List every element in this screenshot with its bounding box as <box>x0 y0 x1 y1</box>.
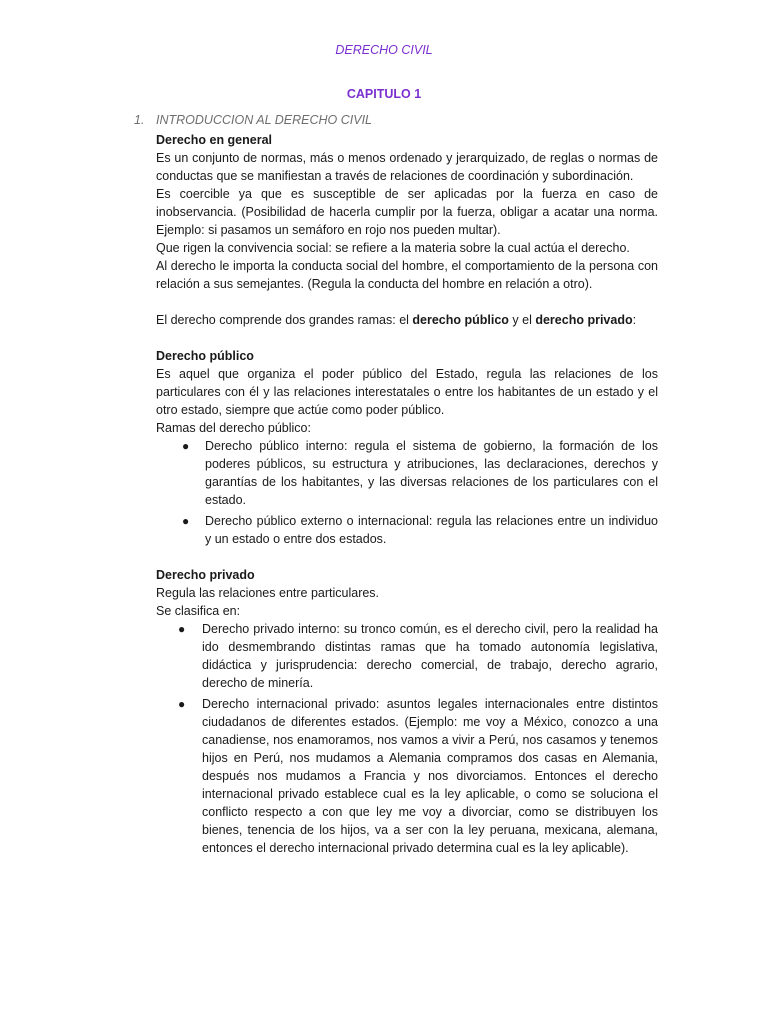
paragraph: Es aquel que organiza el poder público del Estado, regula las relaciones de los particulares con él y las relaciones interestatales o entre los habitantes de un estado y el otro estado, siempre que actúe como poder público. <box>156 367 658 417</box>
bullet-icon: ● <box>178 697 186 711</box>
chapter-title: CAPITULO 1 <box>346 87 422 101</box>
bullet-icon: ● <box>182 439 190 453</box>
paragraph: Ramas del derecho público: <box>156 421 311 435</box>
section-number: 1. <box>134 113 145 127</box>
ramas-end-text: : <box>632 313 637 327</box>
subheading-general: Derecho en general <box>156 133 273 147</box>
list-item-text: Derecho público externo o internacional: regula las relaciones entre un individuo y un estado o entre dos estados. <box>205 514 658 546</box>
paragraph: Al derecho le importa la conducta social del hombre, el comportamiento de la persona con relación a sus semejantes. (Regula la conducta del hombre en relación a otro). <box>156 259 658 291</box>
section-title: INTRODUCCION AL DERECHO CIVIL <box>156 113 373 127</box>
subheading-publico: Derecho público <box>156 349 254 363</box>
bullet-icon: ● <box>178 622 186 636</box>
bullet-list-publico <box>156 437 658 548</box>
ramas-paragraph <box>156 311 658 329</box>
document-body <box>156 131 658 860</box>
paragraph: Se clasifica en: <box>156 604 241 618</box>
bullet-icon: ● <box>182 514 190 528</box>
paragraph: Que rigen la convivencia social: se refiere a la materia sobre la cual actúa el derecho. <box>156 241 630 255</box>
paragraph: Es coercible ya que es susceptible de ser aplicadas por la fuerza en caso de inobservancia. (Posibilidad de hacerla cumplir por la fuerza, obligar a acatar una norma. Ejemplo: si pasamos un semáforo en rojo nos pueden multar). <box>156 187 658 237</box>
list-item-text: Derecho privado interno: su tronco común, es el derecho civil, pero la realidad ha ido desmembrando distintas ramas que ha tomado autonomía legislativa, didáctica y jurisprudencia: derecho comercial, de trabajo, derecho agrario, derecho de minería. <box>202 622 658 690</box>
subheading-privado: Derecho privado <box>156 568 255 582</box>
list-item-text: Derecho internacional privado: asuntos legales internacionales entre distintos ciudadanos de diferentes estados. (Ejemplo: me voy a México, conozco a una canadiense, nos enamoramos, nos vamos a vivir a Perú, nos casamos y tenemos hijos en Perú, nos mudamos a Alemania compramos dos casas en Alemania, después nos mudamos a Francia y nos divorciamos. Entonces el derecho internacional privado establece cual es la ley aplicable, o como se soluciona el conflicto respecto a con que ley me voy a divorciar, como se distribuyen los bienes, tenencia de los hijos, va a ser con la ley peruana, mexicana, alemana, entonces el derecho internacional privado determina cual es la ley aplicable). <box>202 697 658 855</box>
list-item-text: Derecho público interno: regula el sistema de gobierno, la formación de los poderes públicos, su estructura y atribuciones, las declaraciones, derechos y garantías de los habitantes, y las diversas relaciones de los particulares con el estado. <box>205 439 658 507</box>
bullet-list-privado <box>156 620 658 857</box>
document-title: DERECHO CIVIL <box>335 43 433 57</box>
ramas-and-text: y el <box>508 313 536 327</box>
section-heading <box>134 113 372 127</box>
paragraph: Es un conjunto de normas, más o menos ordenado y jerarquizado, de reglas o normas de conductas que se manifiestan a través de relaciones de coordinación y subordinación. <box>156 151 658 183</box>
paragraph: Regula las relaciones entre particulares. <box>156 586 380 600</box>
list-item <box>156 620 658 692</box>
ramas-publico-text: derecho público <box>412 313 509 327</box>
ramas-intro-text: El derecho comprende dos grandes ramas: el <box>156 313 413 327</box>
list-item <box>156 437 658 509</box>
list-item <box>156 695 658 857</box>
list-item <box>156 512 658 548</box>
ramas-privado-text: derecho privado <box>535 313 633 327</box>
